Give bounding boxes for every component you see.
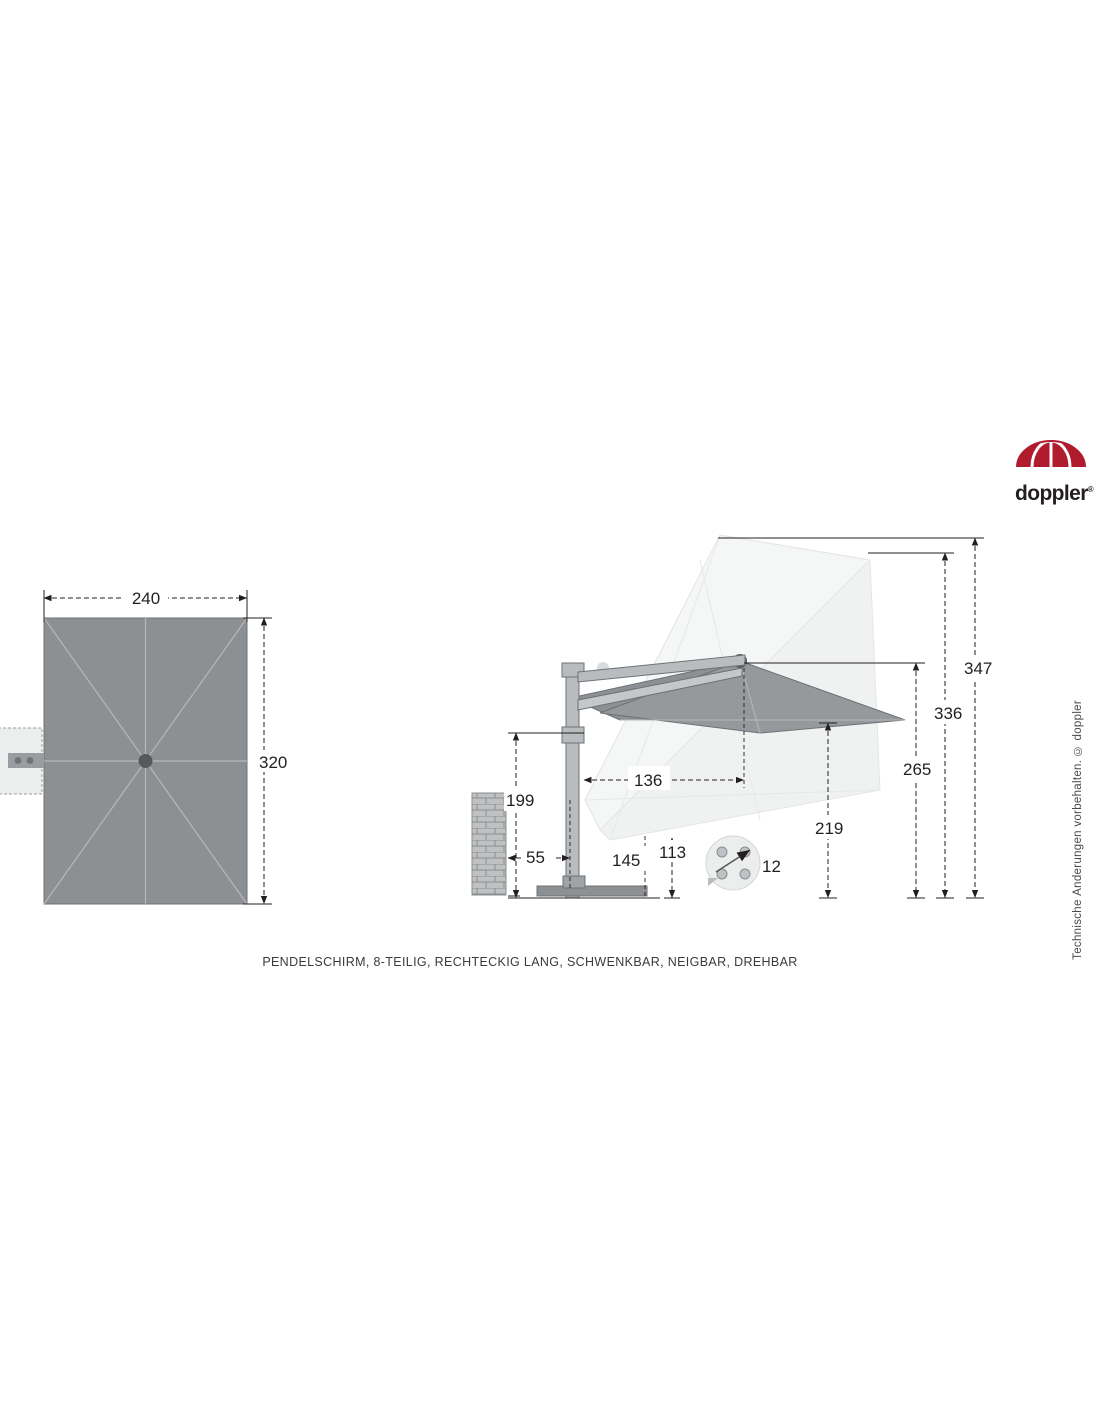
umbrella-icon <box>1015 437 1087 487</box>
dimension-top-width <box>44 588 247 622</box>
dim-347-label: 347 <box>964 659 993 678</box>
dimension-top-depth <box>243 618 300 904</box>
side-view-group <box>472 535 998 898</box>
dim-top-depth-label: 320 <box>259 753 288 772</box>
brand-wordmark-text: doppler <box>1015 482 1088 505</box>
dimension-base-height <box>656 838 694 898</box>
dim-113-label: 113 <box>659 843 687 862</box>
dim-145-label: 145 <box>612 851 641 870</box>
dim-199-label: 199 <box>506 791 535 810</box>
dim-12-label: 12 <box>762 857 781 876</box>
drawing-caption: PENDELSCHIRM, 8-TEILIG, RECHTECKIG LANG, SCHWENKBAR, NEIGBAR, DREHBAR <box>262 955 798 969</box>
brand-trademark: ® <box>1087 485 1094 494</box>
dim-top-width-label: 240 <box>131 589 161 608</box>
legal-side-note: Technische Änderungen vorbehalten. © doppler <box>1072 700 1084 960</box>
dimension-wall-distance <box>508 800 570 890</box>
dim-219-label: 219 <box>815 819 844 838</box>
dimension-canopy-edge-height <box>900 663 938 898</box>
brand-wordmark <box>1015 482 1093 506</box>
dim-336-label: 336 <box>934 704 963 723</box>
dim-265-label: 265 <box>903 760 932 779</box>
top-view-group <box>0 588 300 904</box>
dimension-canopy-hub-height <box>930 553 968 898</box>
base-plate-detail <box>706 836 781 890</box>
dim-55-label: 55 <box>526 848 545 867</box>
dim-136-label: 136 <box>634 771 663 790</box>
